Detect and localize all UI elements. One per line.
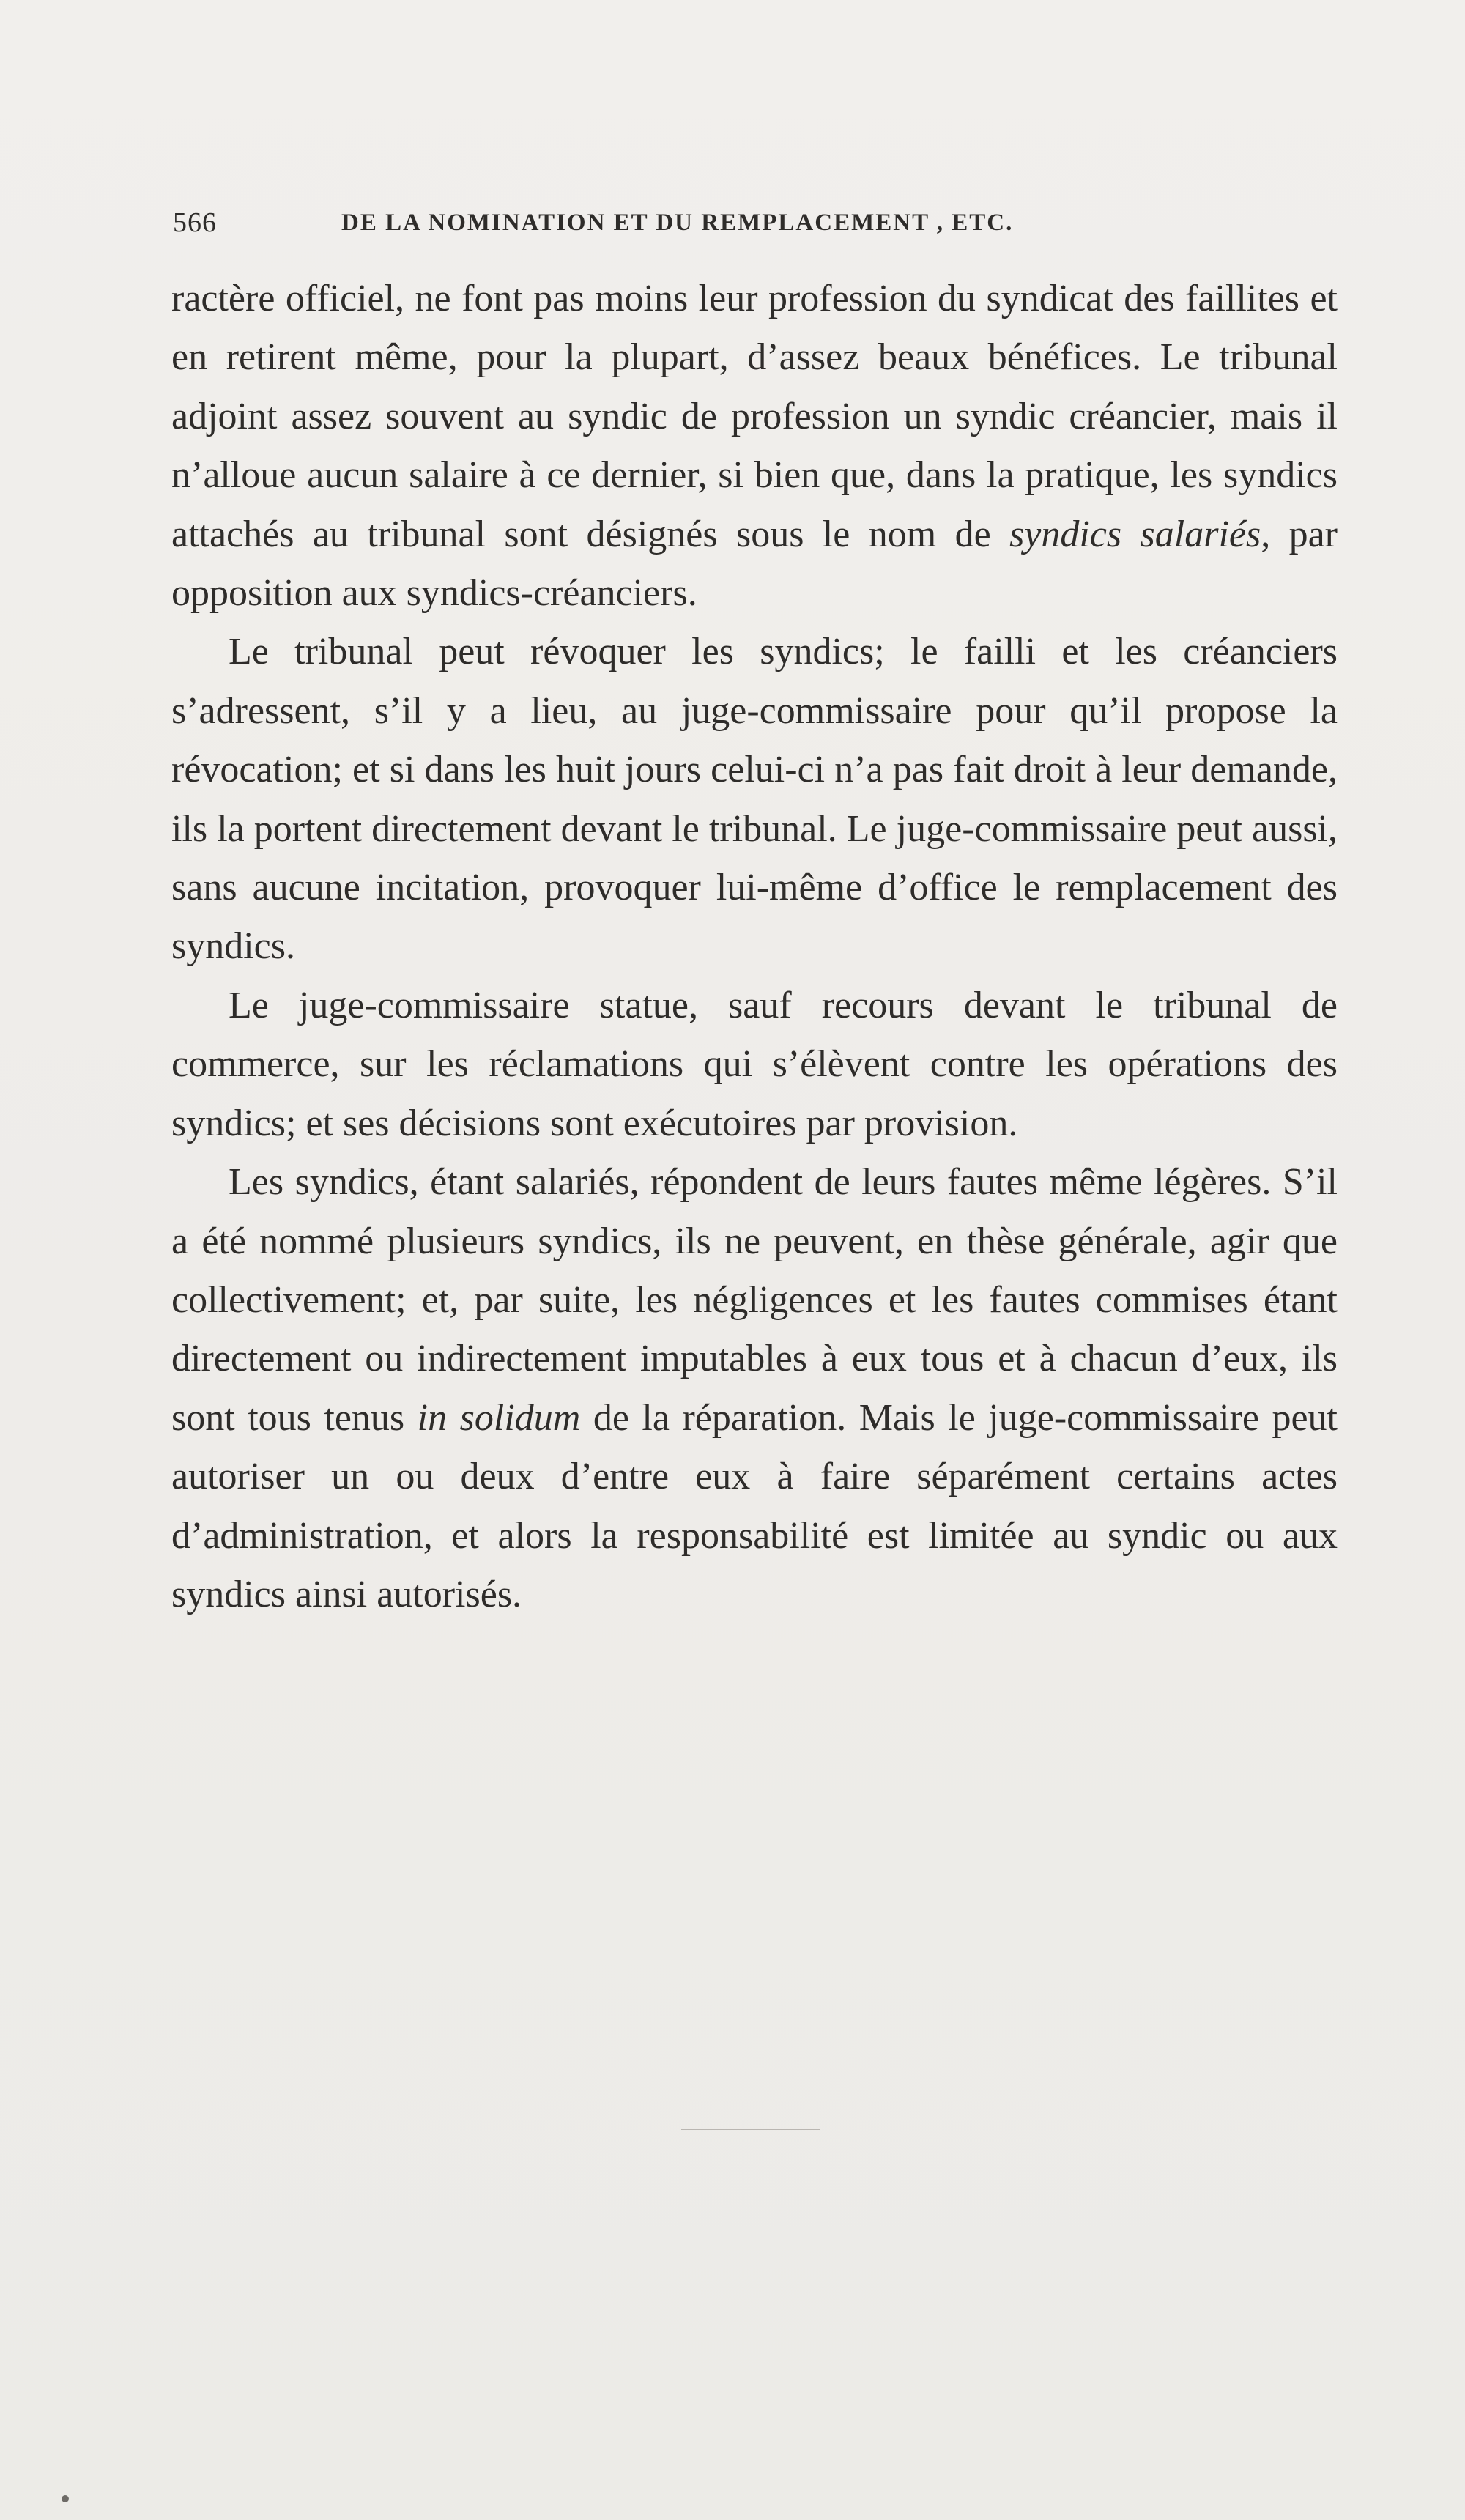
italic-term-syndics-salaries: syndics salariés [1009,513,1261,555]
paragraph-1 [171,270,1338,623]
paragraph-1-text-end: , par opposition aux syndics-créanciers. [171,513,1338,615]
italic-term-in-solidum: in solidum [417,1396,581,1439]
body-text [171,270,1338,1624]
running-header [173,207,1169,251]
paragraph-4-text-end: de la réparation. Mais le juge-commissaire peut autoriser un ou deux d’entre eux à faire séparément certains actes d’administration, et alors la responsabilité est limitée au syndic ou aux syndics ainsi autorisés. [171,1396,1338,1615]
paragraph-3: Le juge-commissaire statue, sauf recours devant le tribunal de commerce, sur les réclamations qui s’élèvent contre les opérations des syndics; et ses décisions sont exécutoires par provision. [171,984,1338,1144]
paragraph-4 [171,1153,1338,1624]
paper-speck [62,2495,69,2502]
paragraph-4-text: Les syndics, étant salariés, répondent de leurs fautes même légères. S’il a été nommé plusieurs syndics, ils ne peuvent, en thèse générale, agir que collectivement; et, par suite, les négligences et les fautes commises étant directement ou indirectement imputables à eux tous et à chacun d’eux, ils sont tous tenus [171,1161,1338,1439]
paragraph-2: Le tribunal peut révoquer les syndics; le failli et les créanciers s’adressent, s’il y a lieu, au juge-commissaire pour qu’il propose la révocation; et si dans les huit jours celui-ci n’a pas fait droit à leur demande, ils la portent directement devant le tribunal. Le juge-commissaire peut aussi, sans aucune incitation, provoquer lui-même d’office le remplacement des syndics. [171,631,1338,968]
section-divider [681,2129,820,2130]
page-number: 566 [173,207,217,238]
paragraph-1-text: ractère officiel, ne font pas moins leur profession du syndicat des faillites et en retirent même, pour la plupart, d’assez beaux bénéfices. Le tribunal adjoint assez souvent au syndic de profession un syndic créancier, mais il n’alloue aucun salaire à ce dernier, si bien que, dans la pratique, les syndics attachés au tribunal sont désignés sous le nom de [171,278,1338,555]
running-title: DE LA NOMINATION ET DU REMPLACEMENT , ETC. [341,210,1014,236]
